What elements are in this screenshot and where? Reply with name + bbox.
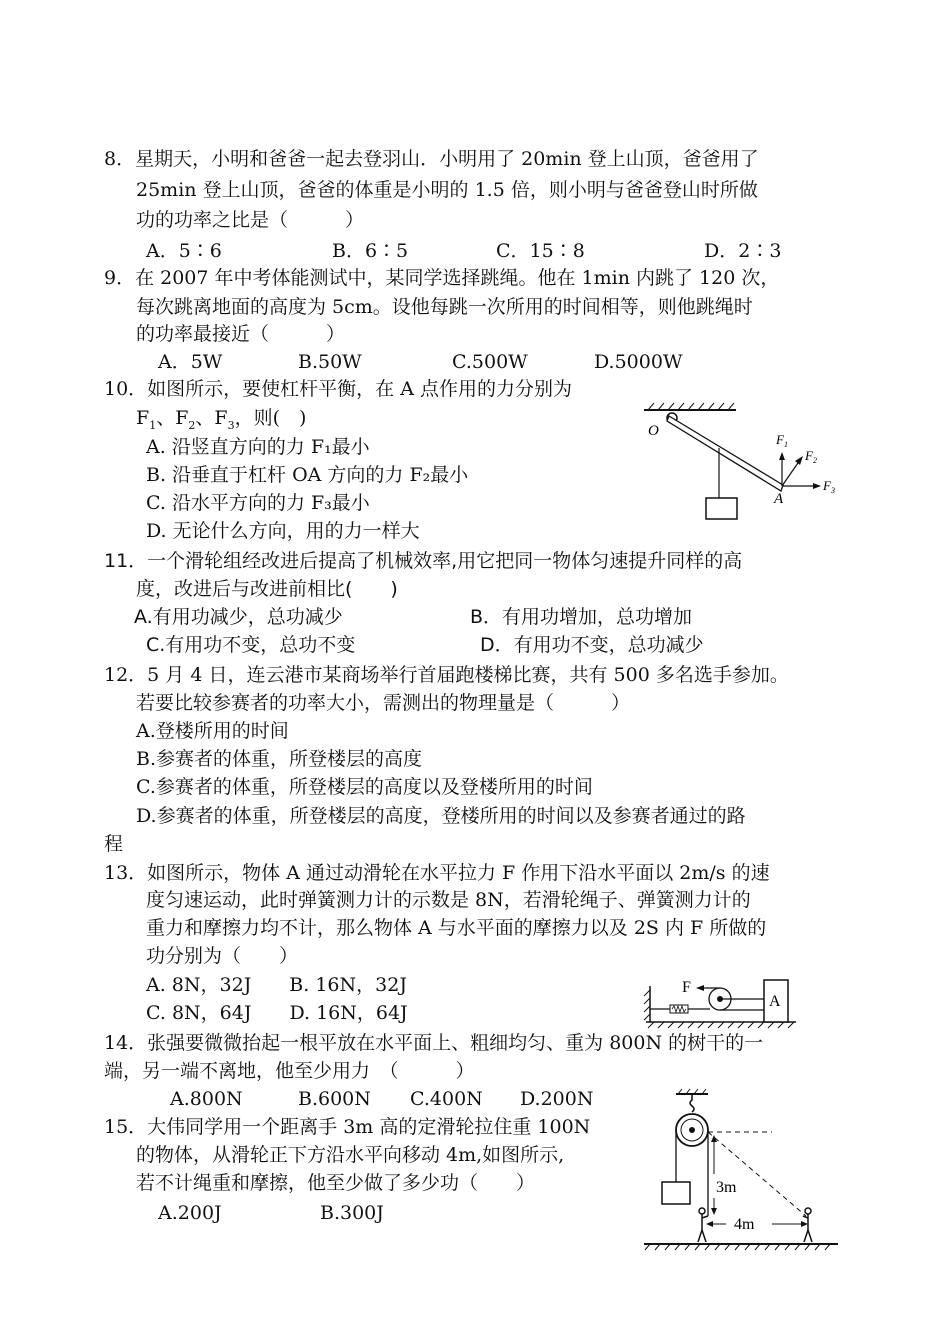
q8-option-a: A．5∶6	[146, 240, 222, 262]
q14-option-b: B.600N	[298, 1088, 371, 1110]
q13-line-2: 度匀速运动，此时弹簧测力计的示数是 8N，若滑轮绳子、弹簧测力计的	[146, 889, 751, 911]
fixed-pulley-figure	[642, 1088, 842, 1258]
q12-option-d-cont: 程	[104, 833, 124, 855]
q12-option-b: B.参赛者的体重，所登楼层的高度	[136, 748, 423, 770]
q14-line-2: 端，另一端不离地，他至少用力 （ ）	[104, 1060, 475, 1082]
pulley-label-height: 3m	[716, 1179, 737, 1196]
q14-line-1: 14．张强要微微抬起一根平放在水平面上、粗细均匀、重为 800N 的树干的一	[104, 1032, 764, 1054]
q13-line-3: 重力和摩擦力均不计，那么物体 A 与水平面的摩擦力以及 2S 内 F 所做的	[146, 917, 767, 939]
q15-option-b: B.300J	[320, 1202, 384, 1224]
q11-option-b: B．有用功增加，总功增加	[470, 606, 693, 628]
q15-line-1: 15．大伟同学用一个距离手 3m 高的定滑轮拉住重 100N	[104, 1116, 591, 1138]
q15-line-2: 的物体，从滑轮正下方沿水平向移动 4m,如图所示,	[136, 1144, 565, 1166]
q14-option-a: A.800N	[170, 1088, 243, 1110]
q14-option-c: C.400N	[410, 1088, 483, 1110]
q8-line-2: 25min 登上山顶，爸爸的体重是小明的 1.5 倍，则小明与爸爸登山时所做	[136, 179, 758, 201]
q11-option-c: C.有用功不变，总功不变	[146, 634, 356, 656]
pulley-a-figure	[640, 972, 800, 1030]
pulley-a-label-a: A	[769, 993, 781, 1010]
q11-line-1: 11．一个滑轮组经改进后提高了机械效率,用它把同一物体匀速提升同样的高	[104, 550, 743, 572]
q15-option-a: A.200J	[158, 1202, 222, 1224]
lever-label-f2: $F_2$	[805, 448, 817, 465]
q10-line-2: $F_1$、$F_2$、$F_3$，则( )	[136, 407, 307, 432]
q8-line-1: 8．星期天，小明和爸爸一起去登羽山．小明用了 20min 登上山顶，爸爸用了	[104, 148, 759, 170]
q9-line-1: 9．在 2007 年中考体能测试中，某同学选择跳绳。他在 1min 内跳了 120 次，	[104, 267, 780, 289]
q9-line-3: 的功率最接近（ ）	[136, 323, 346, 345]
q10-option-a: A. 沿竖直方向的力 F₁最小	[146, 436, 370, 458]
q10-option-c: C. 沿水平方向的力 F₃最小	[146, 492, 370, 514]
q12-line-1: 12．5 月 4 日，连云港市某商场举行首届跑楼梯比赛，共有 500 多名选手参加。	[104, 664, 789, 686]
q10-option-b: B. 沿垂直于杠杆 OA 方向的力 F₂最小	[146, 464, 469, 486]
q9-option-a: A．5W	[158, 351, 223, 373]
q8-option-c: C．15∶8	[496, 240, 585, 262]
q11-option-d: D．有用功不变，总功减少	[480, 634, 704, 656]
lever-label-a: A	[774, 491, 784, 507]
q13-options-ab: A. 8N，32J B. 16N，32J	[146, 974, 407, 996]
q13-line-4: 功分别为（ ）	[146, 945, 299, 967]
lever-label-f1: $F_1$	[776, 432, 788, 449]
q9-option-d: D.5000W	[594, 351, 683, 373]
q12-line-2: 若要比较参赛者的功率大小，需测出的物理量是（ ）	[136, 692, 631, 714]
q8-option-d: D．2∶3	[704, 240, 782, 262]
q8-option-b: B．6∶5	[332, 240, 409, 262]
q11-option-a: A.有用功减少，总功减少	[134, 606, 343, 628]
q12-option-c: C.参赛者的体重，所登楼层的高度以及登楼所用的时间	[136, 776, 593, 798]
q15-line-3: 若不计绳重和摩擦，他至少做了多少功（ ）	[136, 1172, 536, 1194]
q13-line-1: 13．如图所示，物体 A 通过动滑轮在水平拉力 F 作用下沿水平面以 2m/s 的速	[104, 862, 770, 884]
q9-option-b: B.50W	[298, 351, 362, 373]
lever-figure	[640, 400, 850, 530]
q13-options-cd: C. 8N，64J D. 16N，64J	[146, 1002, 408, 1024]
q12-option-d: D.参赛者的体重，所登楼层的高度，登楼所用的时间以及参赛者通过的路	[136, 805, 746, 827]
q12-option-a: A.登楼所用的时间	[136, 720, 289, 742]
q10-option-d: D. 无论什么方向，用的力一样大	[146, 520, 420, 542]
q11-line-2: 度，改进后与改进前相比( )	[136, 578, 398, 600]
q9-option-c: C.500W	[452, 351, 528, 373]
q9-line-2: 每次跳离地面的高度为 5cm。设他每跳一次所用的时间相等，则他跳绳时	[136, 296, 753, 318]
lever-label-o: O	[648, 423, 659, 439]
q8-line-3: 功的功率之比是（ ）	[136, 209, 365, 231]
lever-label-f3: $F_3$	[823, 478, 835, 495]
pulley-label-distance: 4m	[734, 1216, 755, 1233]
q14-option-d: D.200N	[520, 1088, 594, 1110]
pulley-a-label-f: F	[682, 979, 691, 996]
q10-line-1: 10．如图所示，要使杠杆平衡，在 A 点作用的力分别为	[104, 378, 572, 400]
